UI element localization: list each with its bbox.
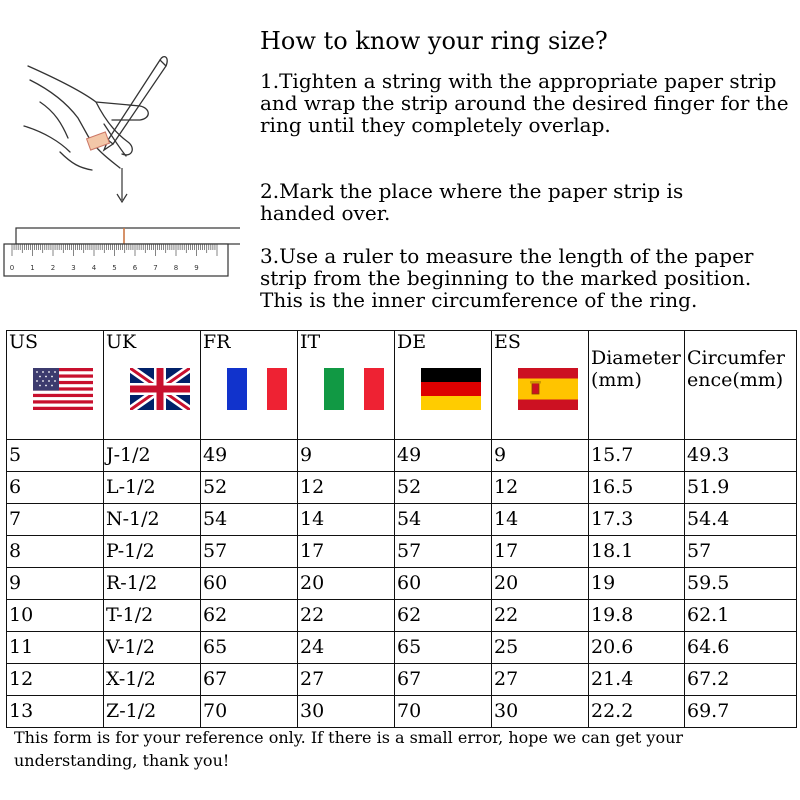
- header-de: [395, 331, 492, 440]
- table-row: [7, 504, 797, 536]
- ruler-number: 9: [194, 264, 199, 272]
- cell-us: 13: [7, 696, 104, 728]
- cell-circumference: 51.9: [685, 472, 797, 504]
- header-label-it: IT: [300, 331, 321, 353]
- cell-diameter: 15.7: [589, 440, 685, 472]
- cell-us: 8: [7, 536, 104, 568]
- ruler-number: 3: [71, 264, 76, 272]
- table-row: [7, 568, 797, 600]
- cell-it: 24: [298, 632, 395, 664]
- cell-uk: T-1/2: [104, 600, 201, 632]
- cell-us: 9: [7, 568, 104, 600]
- cell-circumference: 59.5: [685, 568, 797, 600]
- cell-de: 67: [395, 664, 492, 696]
- cell-it: 9: [298, 440, 395, 472]
- cell-circumference: 54.4: [685, 504, 797, 536]
- header-circumference-line1: Circumfer: [687, 347, 785, 369]
- cell-circumference: 57: [685, 536, 797, 568]
- cell-es: 30: [492, 696, 589, 728]
- header-diameter-line2: (mm): [591, 369, 642, 391]
- ruler-icon: [4, 228, 240, 276]
- cell-uk: V-1/2: [104, 632, 201, 664]
- ruler-number: 1: [30, 264, 35, 272]
- cell-uk: X-1/2: [104, 664, 201, 696]
- cell-circumference: 69.7: [685, 696, 797, 728]
- cell-it: 27: [298, 664, 395, 696]
- ring-measuring-illustration: [0, 40, 240, 300]
- cell-diameter: 16.5: [589, 472, 685, 504]
- cell-es: 9: [492, 440, 589, 472]
- header-label-us: US: [9, 331, 39, 353]
- cell-it: 17: [298, 536, 395, 568]
- header-circumference-line2: ence(mm): [687, 369, 784, 391]
- cell-de: 54: [395, 504, 492, 536]
- cell-es: 14: [492, 504, 589, 536]
- cell-uk: L-1/2: [104, 472, 201, 504]
- cell-fr: 52: [201, 472, 298, 504]
- header-circumference: [685, 331, 797, 440]
- paper-strip: [87, 132, 110, 150]
- cell-fr: 65: [201, 632, 298, 664]
- cell-it: 30: [298, 696, 395, 728]
- cell-circumference: 62.1: [685, 600, 797, 632]
- cell-de: 52: [395, 472, 492, 504]
- table-row: [7, 440, 797, 472]
- table-row: [7, 536, 797, 568]
- header-diameter-line1: Diameter: [591, 347, 681, 369]
- cell-us: 7: [7, 504, 104, 536]
- cell-diameter: 19: [589, 568, 685, 600]
- table-row: [7, 696, 797, 728]
- header-fr: [201, 331, 298, 440]
- page-title: How to know your ring size?: [260, 27, 608, 55]
- cell-es: 25: [492, 632, 589, 664]
- hand-icon: [24, 66, 148, 170]
- table-header-row: [7, 331, 797, 440]
- ruler-number: 6: [132, 264, 138, 272]
- header-label-es: ES: [494, 331, 521, 353]
- italy-flag-icon: [324, 368, 384, 410]
- cell-uk: P-1/2: [104, 536, 201, 568]
- cell-de: 70: [395, 696, 492, 728]
- ring-size-table: [6, 330, 797, 728]
- cell-fr: 62: [201, 600, 298, 632]
- disclaimer-note: This form is for your reference only. If there is a small error, hope we can get your understanding, thank you!: [14, 728, 684, 770]
- cell-us: 12: [7, 664, 104, 696]
- cell-circumference: 49.3: [685, 440, 797, 472]
- cell-uk: J-1/2: [104, 440, 201, 472]
- cell-us: 10: [7, 600, 104, 632]
- cell-fr: 54: [201, 504, 298, 536]
- germany-flag-icon: [421, 368, 481, 410]
- cell-diameter: 19.8: [589, 600, 685, 632]
- cell-uk: Z-1/2: [104, 696, 201, 728]
- table-row: [7, 664, 797, 696]
- header-it: [298, 331, 395, 440]
- header-label-uk: UK: [106, 331, 137, 353]
- cell-fr: 67: [201, 664, 298, 696]
- cell-circumference: 64.6: [685, 632, 797, 664]
- table-row: [7, 632, 797, 664]
- header-label-de: DE: [397, 331, 427, 353]
- header-label-fr: FR: [203, 331, 231, 353]
- cell-us: 11: [7, 632, 104, 664]
- ruler-number: 0: [9, 264, 15, 272]
- cell-es: 12: [492, 472, 589, 504]
- cell-fr: 60: [201, 568, 298, 600]
- spain-flag-icon: [518, 368, 578, 410]
- cell-diameter: 22.2: [589, 696, 685, 728]
- cell-es: 22: [492, 600, 589, 632]
- cell-it: 14: [298, 504, 395, 536]
- cell-us: 5: [7, 440, 104, 472]
- us-flag-icon: [33, 368, 93, 410]
- instruction-step-2: 2.Mark the place where the paper strip is handed over.: [260, 179, 684, 225]
- france-flag-icon: [227, 368, 287, 410]
- cell-it: 20: [298, 568, 395, 600]
- ruler-number: 5: [112, 264, 117, 272]
- cell-de: 65: [395, 632, 492, 664]
- ruler-number: 7: [153, 264, 158, 272]
- cell-fr: 70: [201, 696, 298, 728]
- ruler-number: 4: [91, 264, 97, 272]
- cell-de: 60: [395, 568, 492, 600]
- cell-fr: 49: [201, 440, 298, 472]
- header-es: [492, 331, 589, 440]
- header-us: [7, 331, 104, 440]
- table-row: [7, 600, 797, 632]
- cell-de: 57: [395, 536, 492, 568]
- cell-it: 12: [298, 472, 395, 504]
- uk-flag-icon: [130, 368, 190, 410]
- cell-uk: N-1/2: [104, 504, 201, 536]
- header-diameter: [589, 331, 685, 440]
- instruction-step-3: 3.Use a ruler to measure the length of the paper strip from the beginning to the marked position. This is the inner circumference of the ring.: [260, 244, 754, 312]
- cell-it: 22: [298, 600, 395, 632]
- cell-diameter: 20.6: [589, 632, 685, 664]
- cell-circumference: 67.2: [685, 664, 797, 696]
- cell-es: 20: [492, 568, 589, 600]
- cell-diameter: 18.1: [589, 536, 685, 568]
- cell-uk: R-1/2: [104, 568, 201, 600]
- table-row: [7, 472, 797, 504]
- cell-de: 62: [395, 600, 492, 632]
- cell-diameter: 17.3: [589, 504, 685, 536]
- header-uk: [104, 331, 201, 440]
- arrow-down-icon: [117, 168, 127, 202]
- cell-es: 27: [492, 664, 589, 696]
- cell-diameter: 21.4: [589, 664, 685, 696]
- ruler-number: 2: [50, 264, 56, 272]
- cell-fr: 57: [201, 536, 298, 568]
- cell-de: 49: [395, 440, 492, 472]
- cell-us: 6: [7, 472, 104, 504]
- instruction-step-1: 1.Tighten a string with the appropriate paper strip and wrap the strip around the desired finger for the ring until they completely overlap.: [260, 69, 789, 137]
- cell-es: 17: [492, 536, 589, 568]
- ruler-number: 8: [173, 264, 179, 272]
